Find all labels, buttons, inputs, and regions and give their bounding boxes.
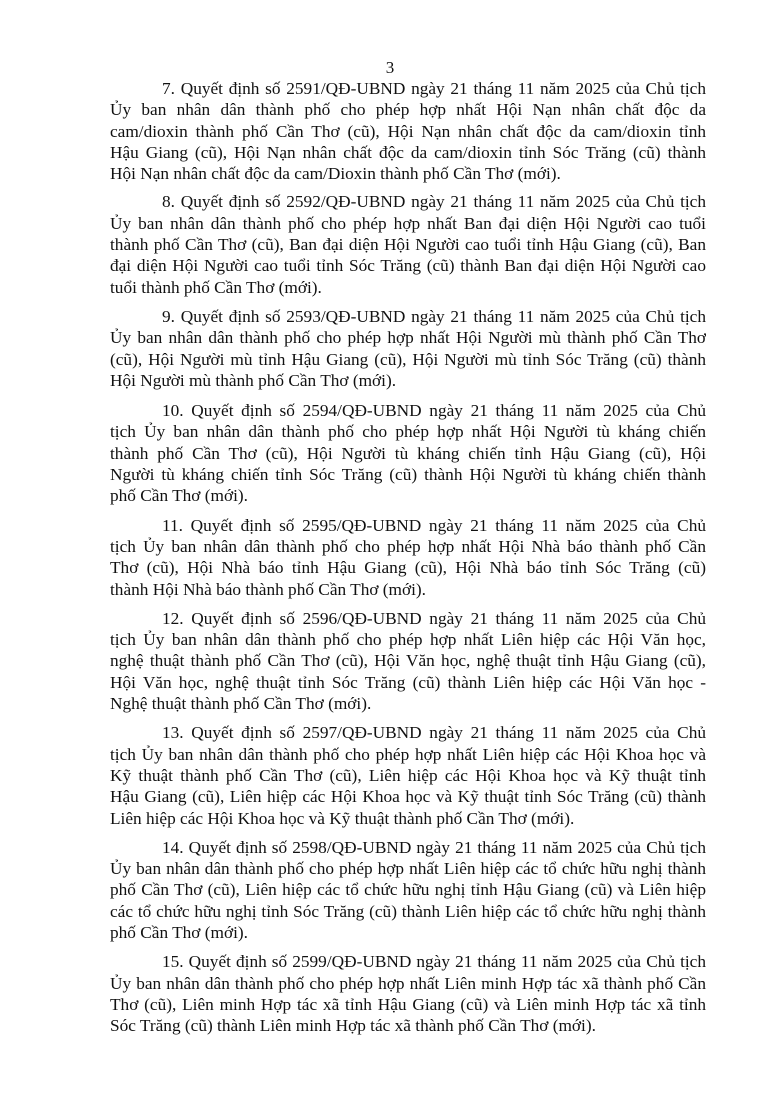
text-line: đại diện Hội Người cao tuổi tỉnh Sóc Trăng (cũ) thành Ban đại diện Hội Người cao [110,256,706,276]
text-line: Người tù kháng chiến tỉnh Sóc Trăng (cũ) thành Hội Người tù kháng chiến thành [110,465,706,485]
text-line: thành phố Cần Thơ (cũ), Ban đại diện Hội Người cao tuổi tỉnh Hậu Giang (cũ), Ban [110,235,706,255]
text-line: Hậu Giang (cũ), Liên hiệp các Hội Khoa học và Kỹ thuật tỉnh Sóc Trăng (cũ) thành [110,787,706,807]
text-line: Hội Nạn nhân chất độc da cam/Dioxin thành phố Cần Thơ (mới). [110,164,561,184]
text-line: Nghệ thuật thành phố Cần Thơ (mới). [110,694,372,714]
text-line: Ủy ban nhân dân thành phố cho phép hợp nhất Ban đại diện Hội Người cao tuổi [110,213,706,233]
text-line: cam/dioxin thành phố Cần Thơ (cũ), Hội Nạn nhân chất độc da cam/dioxin tỉnh [110,121,706,141]
text-line: Thơ (cũ), Liên minh Hợp tác xã tỉnh Hậu Giang (cũ) và Liên minh Hợp tác xã tỉnh [110,994,706,1014]
decision-paragraph [110,951,706,1036]
text-line: phố Cần Thơ (mới). [110,922,248,942]
text-line: Thơ (cũ), Hội Nhà báo tỉnh Hậu Giang (cũ), Hội Nhà báo tỉnh Sóc Trăng (cũ) [110,558,706,578]
text-line: 9. Quyết định số 2593/QĐ-UBND ngày 21 tháng 11 năm 2025 của Chủ tịch [162,306,706,326]
text-line: thành phố Cần Thơ (cũ), Hội Người tù kháng chiến tỉnh Hậu Giang (cũ), Hội [110,443,706,463]
text-line: tuổi thành phố Cần Thơ (mới). [110,277,322,297]
page-number: 3 [385,58,395,77]
text-line: Ủy ban nhân dân thành phố cho phép hợp nhất Liên minh Hợp tác xã thành phố Cần [110,973,706,993]
text-line: phố Cần Thơ (cũ), Liên hiệp các tổ chức hữu nghị tỉnh Hậu Giang (cũ) và Liên hiệp [110,880,706,900]
text-line: tịch Ủy ban nhân dân thành phố cho phép hợp nhất Liên hiệp các Hội Văn học, [110,630,706,650]
text-line: tịch Ủy ban nhân dân thành phố cho phép hợp nhất Liên hiệp các Hội Khoa học và [110,744,706,764]
text-line: Sóc Trăng (cũ) thành Liên minh Hợp tác xã thành phố Cần Thơ (mới). [110,1016,596,1036]
decision-paragraph [110,515,706,600]
text-line: Hội Người mù thành phố Cần Thơ (mới). [110,370,397,390]
text-line: Kỹ thuật thành phố Cần Thơ (cũ), Liên hiệp các Hội Khoa học và Kỹ thuật tỉnh [110,765,706,785]
decision-paragraph [110,400,706,506]
text-line: nghệ thuật thành phố Cần Thơ (cũ), Hội Văn học, nghệ thuật tỉnh Hậu Giang (cũ), [110,651,706,671]
decision-paragraph [110,608,706,714]
text-line: (cũ), Hội Người mù tỉnh Hậu Giang (cũ), Hội Người mù tỉnh Sóc Trăng (cũ) thành [110,349,706,369]
text-line: 10. Quyết định số 2594/QĐ-UBND ngày 21 tháng 11 năm 2025 của Chủ [162,401,706,421]
text-line: 11. Quyết định số 2595/QĐ-UBND ngày 21 tháng 11 năm 2025 của Chủ [162,515,706,535]
text-line: 8. Quyết định số 2592/QĐ-UBND ngày 21 tháng 11 năm 2025 của Chủ tịch [162,192,706,212]
decision-paragraph [110,306,706,391]
text-line: 12. Quyết định số 2596/QĐ-UBND ngày 21 tháng 11 năm 2025 của Chủ [162,608,706,628]
text-line: Ủy ban nhân dân thành phố cho phép hợp nhất Hội Người mù thành phố Cần Thơ [110,328,706,348]
text-line: các tổ chức hữu nghị tỉnh Sóc Trăng (cũ) thành Liên hiệp các tổ chức hữu nghị thành [110,901,706,921]
document-body [110,78,706,1044]
text-line: 13. Quyết định số 2597/QĐ-UBND ngày 21 tháng 11 năm 2025 của Chủ [162,723,706,743]
text-line: Hậu Giang (cũ), Hội Nạn nhân chất độc da cam/dioxin tỉnh Sóc Trăng (cũ) thành [110,142,706,162]
text-line: phố Cần Thơ (mới). [110,486,248,506]
text-line: tịch Ủy ban nhân dân thành phố cho phép hợp nhất Hội Người tù kháng chiến [110,422,706,442]
decision-paragraph [110,78,706,184]
decision-paragraph [110,722,706,828]
decision-paragraph [110,191,706,297]
text-line: thành Hội Nhà báo thành phố Cần Thơ (mới). [110,579,427,599]
text-line: Hội Văn học, nghệ thuật tỉnh Sóc Trăng (cũ) thành Liên hiệp các Hội Văn học - [110,672,706,692]
text-line: Ủy ban nhân dân thành phố cho phép hợp nhất Liên hiệp các tổ chức hữu nghị thành [110,859,706,879]
text-line: 7. Quyết định số 2591/QĐ-UBND ngày 21 tháng 11 năm 2025 của Chủ tịch [162,79,706,98]
text-line: Liên hiệp các Hội Khoa học và Kỹ thuật thành phố Cần Thơ (mới). [110,808,575,828]
decision-paragraph [110,837,706,943]
text-line: tịch Ủy ban nhân dân thành phố cho phép hợp nhất Hội Nhà báo thành phố Cần [110,536,706,556]
text-line: 15. Quyết định số 2599/QĐ-UBND ngày 21 tháng 11 năm 2025 của Chủ tịch [162,952,706,972]
text-line: 14. Quyết định số 2598/QĐ-UBND ngày 21 tháng 11 năm 2025 của Chủ tịch [162,837,706,857]
text-line: Ủy ban nhân dân thành phố cho phép hợp nhất Hội Nạn nhân chất độc da [110,100,706,120]
